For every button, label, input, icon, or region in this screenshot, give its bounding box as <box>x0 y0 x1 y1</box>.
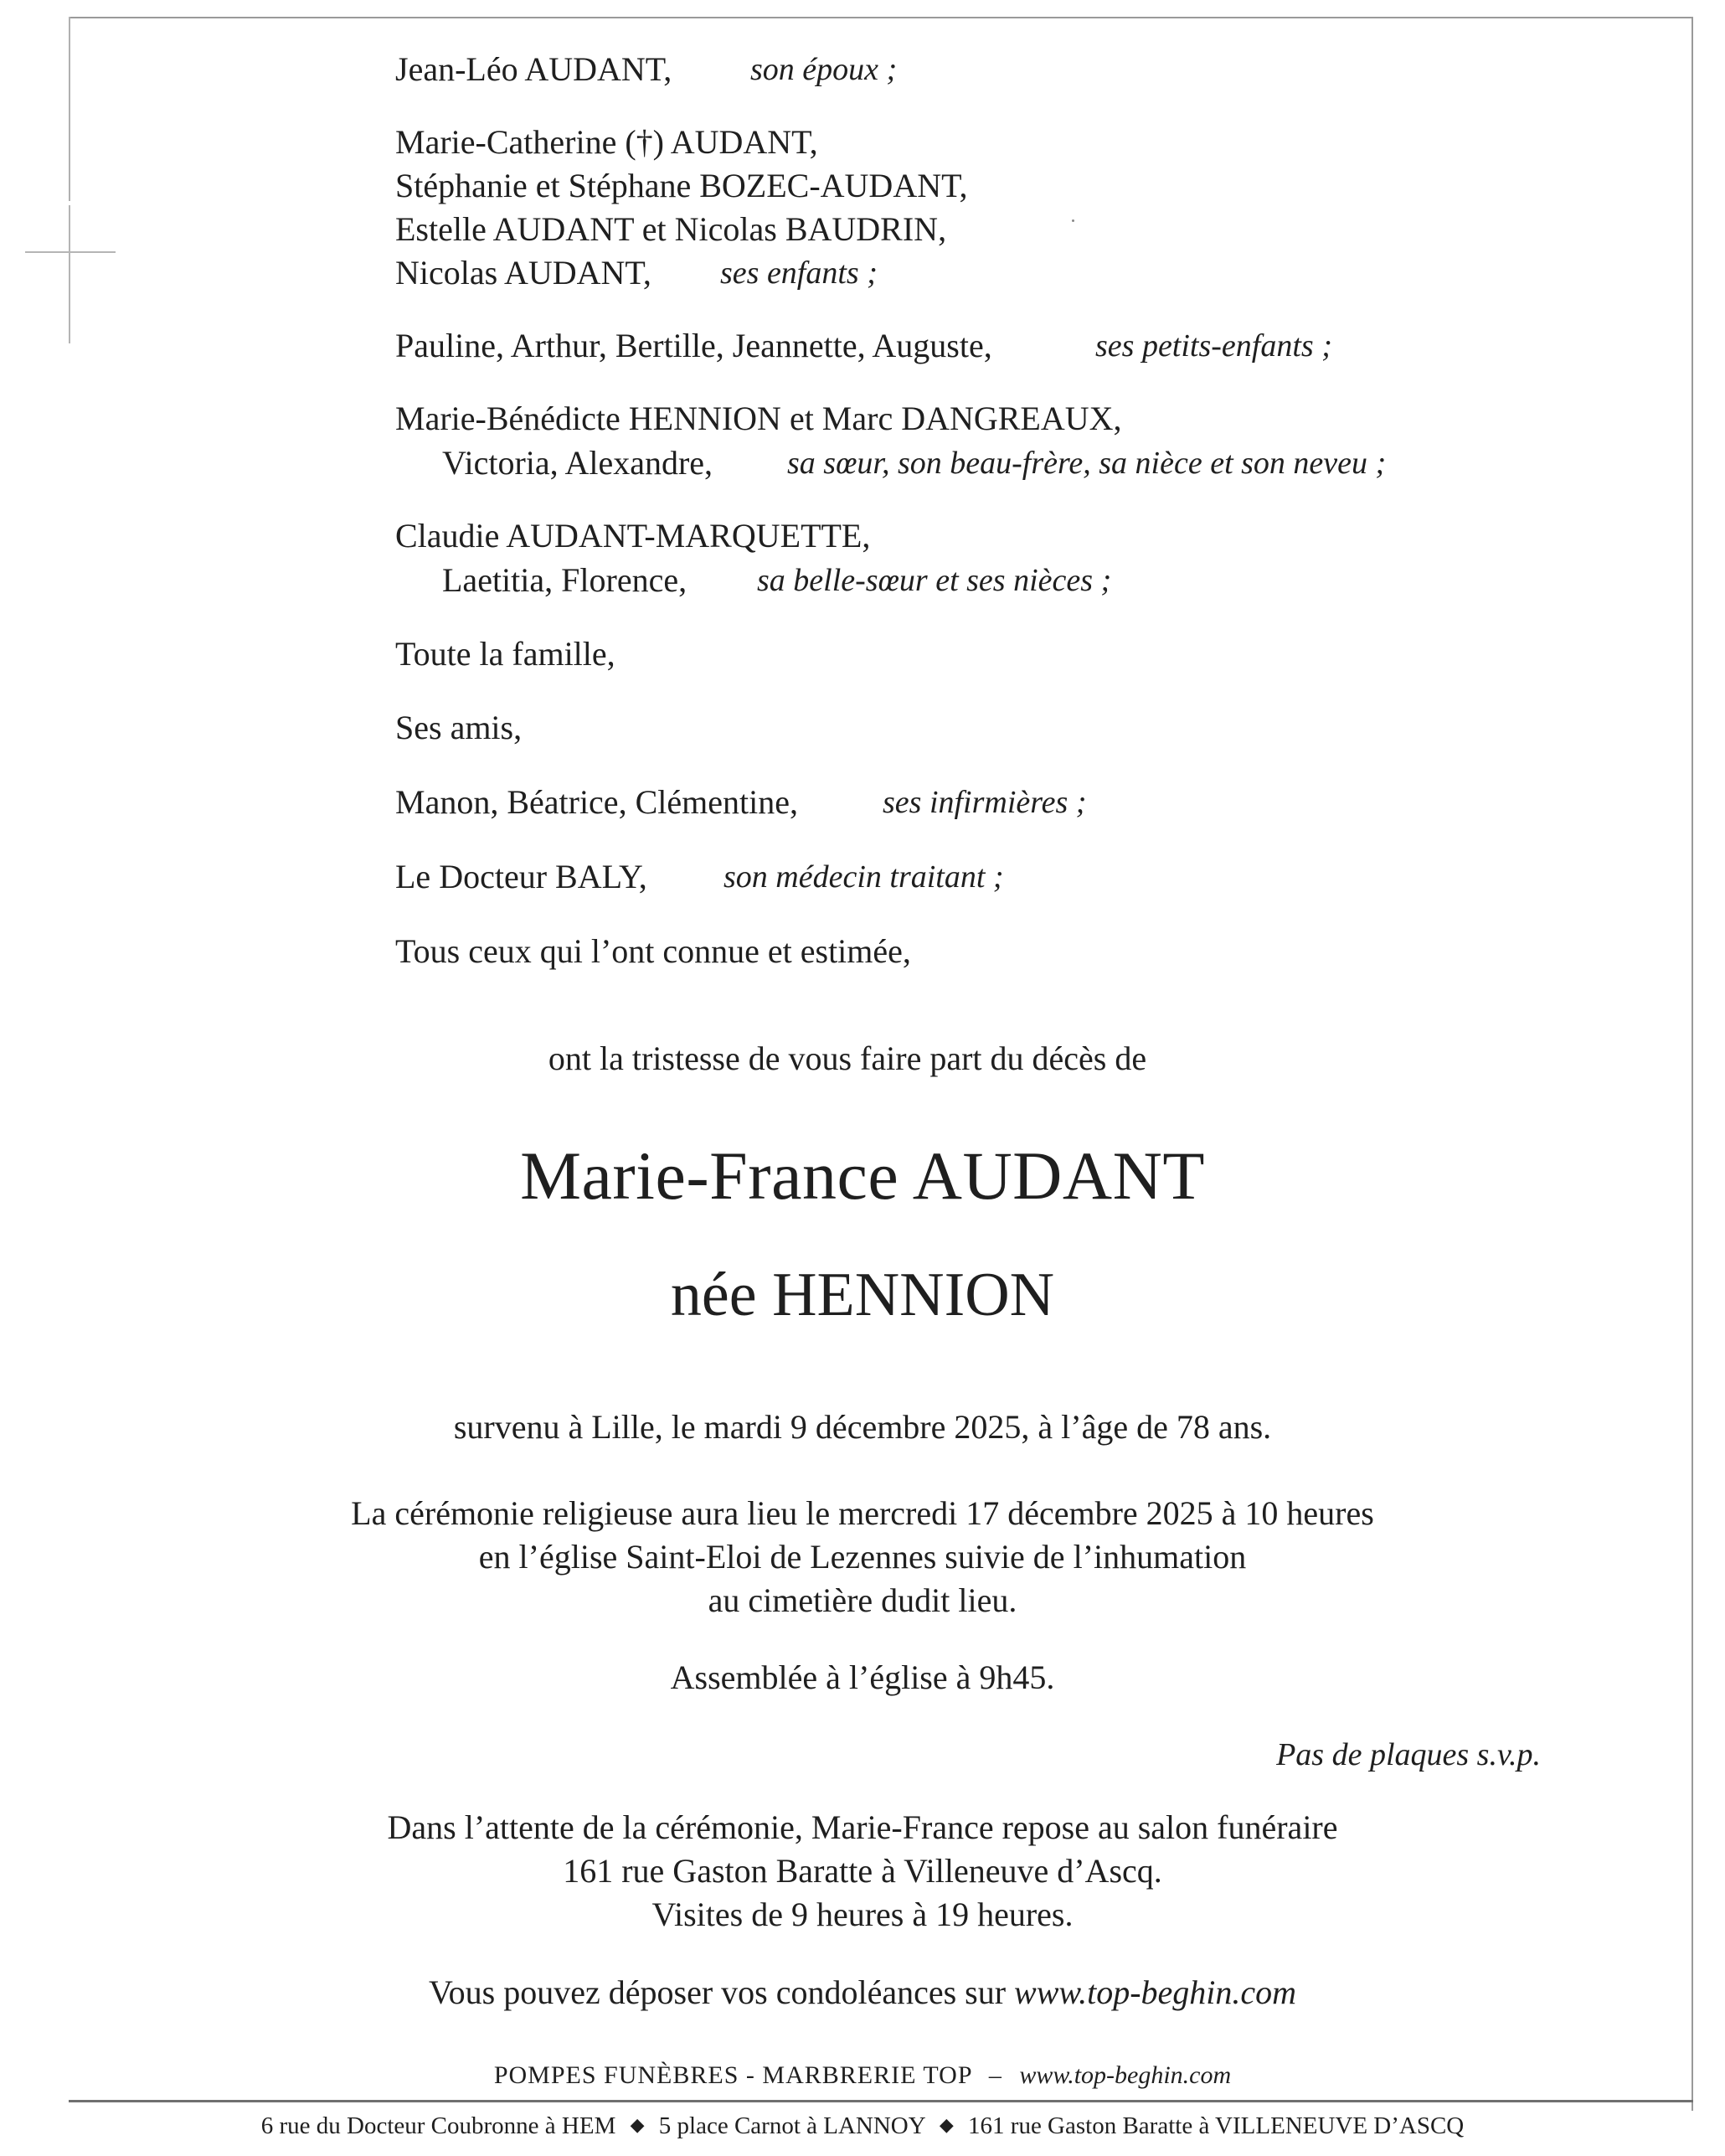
viewing-line: Visites de 9 heures à 19 heures. <box>651 1896 1074 1933</box>
footer-website-link[interactable]: www.top-beghin.com <box>1019 2061 1232 2089</box>
footer-rule <box>69 2100 1693 2102</box>
ceremony-line: au cimetière dudit lieu. <box>708 1581 1017 1619</box>
ceremony-line: La cérémonie religieuse aura lieu le mercredi 17 décembre 2025 à 10 heures <box>351 1494 1374 1532</box>
margin-cross-mark-vertical <box>69 205 70 343</box>
diamond-separator-icon: ◆ <box>939 2114 954 2135</box>
address-villeneuve: 161 rue Gaston Baratte à VILLENEUVE D’ASCQ <box>968 2112 1465 2139</box>
family-line-spouse: Jean-Léo AUDANT, son époux ; <box>395 49 672 90</box>
address-lannoy: 5 place Carnot à LANNOY <box>658 2112 925 2139</box>
condolences-line <box>0 1971 1725 2014</box>
family-line-nieces: Laetitia, Florence, sa belle-sœur et ses nièces ; <box>442 560 687 601</box>
family-role: son médecin traitant ; <box>723 859 1004 895</box>
family-role: sa sœur, son beau-frère, sa nièce et son neveu ; <box>787 446 1387 481</box>
margin-cross-mark-horizontal <box>25 251 116 253</box>
company-name: POMPES FUNÈBRES - MARBRERIE TOP <box>493 2061 972 2089</box>
family-line-child: Marie-Catherine (†) AUDANT, <box>395 123 818 161</box>
assembly-time: Assemblée à l’église à 9h45. <box>670 1658 1055 1696</box>
family-line-nurses: Manon, Béatrice, Clémentine, ses infirmières ; <box>395 781 798 823</box>
announcement: ont la tristesse de vous faire part du décès de <box>548 1039 1147 1077</box>
deceased-name: Marie-France AUDANT <box>520 1137 1205 1214</box>
family-line: Tous ceux qui l’ont connue et estimée, <box>395 932 911 970</box>
family-line-grandchildren: Pauline, Arthur, Bertille, Jeannette, Auguste, ses petits-enfants ; <box>395 325 992 367</box>
condolences-text: Vous pouvez déposer vos condoléances sur <box>428 1973 1007 2011</box>
scan-speck <box>1072 219 1074 222</box>
page-border-left <box>69 17 70 201</box>
condolences-link[interactable]: www.top-beghin.com <box>1014 1973 1297 2011</box>
footer-dash: – <box>988 2061 1002 2089</box>
family-line: Toute la famille, <box>395 635 615 673</box>
footer-addresses <box>0 2109 1725 2144</box>
family-line-child: Stéphanie et Stéphane BOZEC-AUDANT, <box>395 167 968 204</box>
family-line-sister-in-law: Claudie AUDANT-MARQUETTE, <box>395 517 871 554</box>
diamond-separator-icon: ◆ <box>630 2114 645 2135</box>
family-role: son époux ; <box>750 52 898 87</box>
family-line-doctor: Le Docteur BALY, son médecin traitant ; <box>395 856 647 898</box>
page-border-top <box>69 17 1693 18</box>
ceremony-line: en l’église Saint-Eloi de Lezennes suivie de l’inhumation <box>478 1538 1247 1576</box>
family-role: sa belle-sœur et ses nièces ; <box>757 563 1112 598</box>
family-line-sibling-children: Victoria, Alexandre, sa sœur, son beau-frère, sa nièce et son neveu ; <box>442 442 713 484</box>
deceased-maiden-name: née HENNION <box>670 1261 1055 1329</box>
no-plaques-note: Pas de plaques s.v.p. <box>1276 1737 1541 1772</box>
family-line-child: Estelle AUDANT et Nicolas BAUDRIN, <box>395 210 947 248</box>
footer-company-line <box>0 2059 1725 2092</box>
death-notice: survenu à Lille, le mardi 9 décembre 2025, à l’âge de 78 ans. <box>453 1408 1272 1446</box>
family-role: ses infirmières ; <box>883 785 1087 820</box>
family-role: ses enfants ; <box>720 255 878 291</box>
viewing-line: 161 rue Gaston Baratte à Villeneuve d’Ascq. <box>563 1852 1162 1890</box>
address-hem: 6 rue du Docteur Coubronne à HEM <box>260 2112 616 2139</box>
family-line-sibling: Marie-Bénédicte HENNION et Marc DANGREAUX, <box>395 400 1122 437</box>
family-line-child: Nicolas AUDANT, ses enfants ; <box>395 252 651 294</box>
family-role: ses petits-enfants ; <box>1095 328 1332 364</box>
family-line: Ses amis, <box>395 709 523 746</box>
viewing-line: Dans l’attente de la cérémonie, Marie-France repose au salon funéraire <box>387 1808 1338 1846</box>
